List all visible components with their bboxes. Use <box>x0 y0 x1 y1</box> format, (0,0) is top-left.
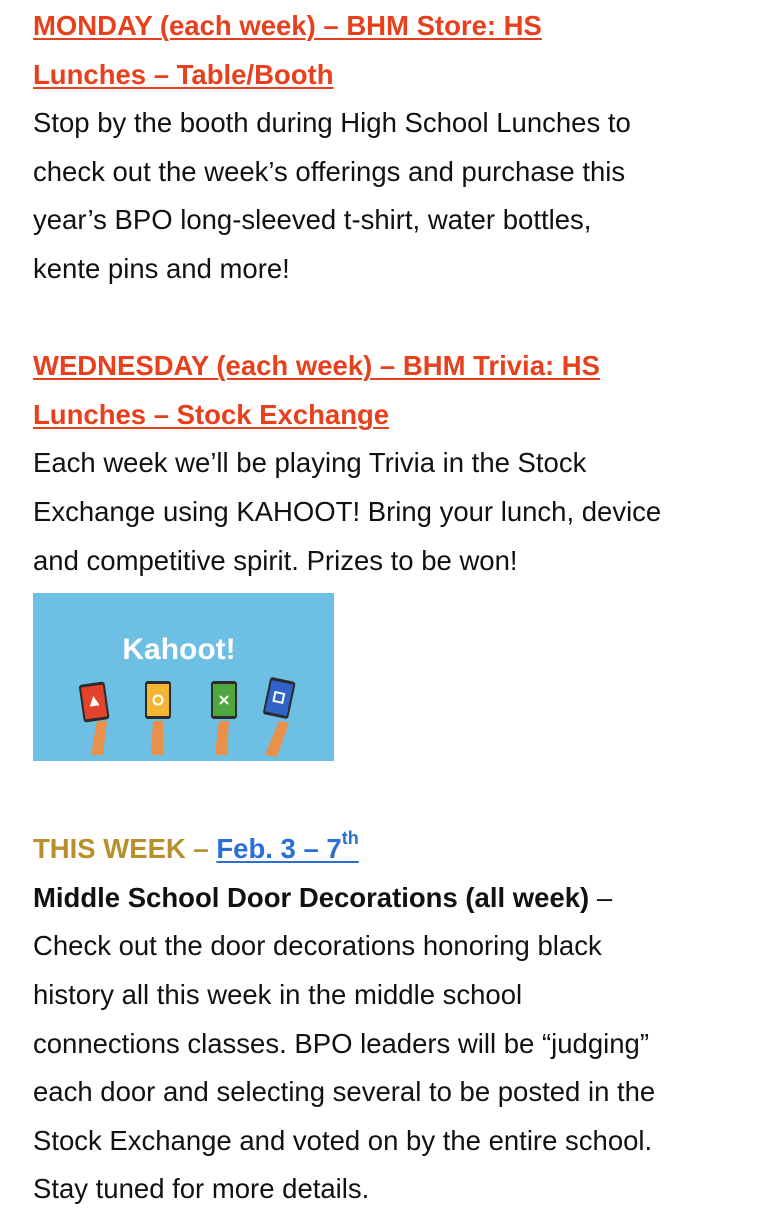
this-week-section <box>33 825 741 1214</box>
wednesday-heading-line-2 <box>33 391 741 440</box>
monday-heading-line-2 <box>33 51 741 100</box>
wednesday-heading-link[interactable]: WEDNESDAY (each week) – BHM Trivia: HS <box>33 350 600 382</box>
arm-2 <box>151 721 163 755</box>
kahoot-background <box>33 593 334 761</box>
date-range-text: Feb. 3 – 7 <box>216 833 342 865</box>
wednesday-heading-link-cont[interactable]: Lunches – Stock Exchange <box>33 398 390 430</box>
section-spacer <box>33 294 741 343</box>
this-week-body-line: Check out the door decorations honoring black <box>33 930 602 962</box>
this-week-body-line: Stock Exchange and voted on by the entire school. <box>33 1124 653 1156</box>
section-spacer <box>33 761 741 825</box>
monday-body-line: check out the week’s offerings and purchase this <box>33 155 626 187</box>
door-decorations-dash: – <box>589 881 613 913</box>
kahoot-illustration-icon <box>33 593 334 761</box>
wednesday-body-line: Each week we’ll be playing Trivia in the Stock <box>33 447 587 479</box>
door-decorations-title-line <box>33 874 741 923</box>
wednesday-body-line: Exchange using KAHOOT! Bring your lunch, device <box>33 495 662 527</box>
monday-body-line: kente pins and more! <box>33 252 290 284</box>
this-week-body-line: each door and selecting several to be posted in the <box>33 1076 656 1108</box>
this-week-label: THIS WEEK <box>33 833 186 865</box>
door-decorations-title: Middle School Door Decorations (all week) <box>33 881 590 913</box>
monday-section <box>33 2 741 294</box>
date-suffix: th <box>341 828 359 849</box>
wednesday-heading-line-1 <box>33 342 741 391</box>
this-week-body-line: connections classes. BPO leaders will be “judging” <box>33 1027 649 1059</box>
this-week-date-link[interactable] <box>216 828 359 865</box>
wednesday-section <box>33 342 741 761</box>
monday-heading-link-cont[interactable]: Lunches – Table/Booth <box>33 58 334 90</box>
green-device-icon <box>211 681 237 719</box>
kahoot-image <box>33 593 334 761</box>
wednesday-body-line: and competitive spirit. Prizes to be won! <box>33 544 518 576</box>
monday-heading-link[interactable]: MONDAY (each week) – BHM Store: HS <box>33 10 542 41</box>
monday-heading-line-1 <box>33 2 741 51</box>
yellow-device-icon <box>145 681 171 719</box>
monday-body-line: year’s BPO long-sleeved t-shirt, water bottles, <box>33 204 592 236</box>
red-device-icon <box>79 681 110 722</box>
this-week-body-line: history all this week in the middle school <box>33 978 523 1010</box>
this-week-heading <box>33 825 741 874</box>
monday-body-line: Stop by the booth during High School Lunches to <box>33 107 631 139</box>
this-week-dash: – <box>193 833 209 865</box>
kahoot-logo-text: Kahoot! <box>122 633 236 667</box>
this-week-body-line: Stay tuned for more details. <box>33 1173 370 1205</box>
